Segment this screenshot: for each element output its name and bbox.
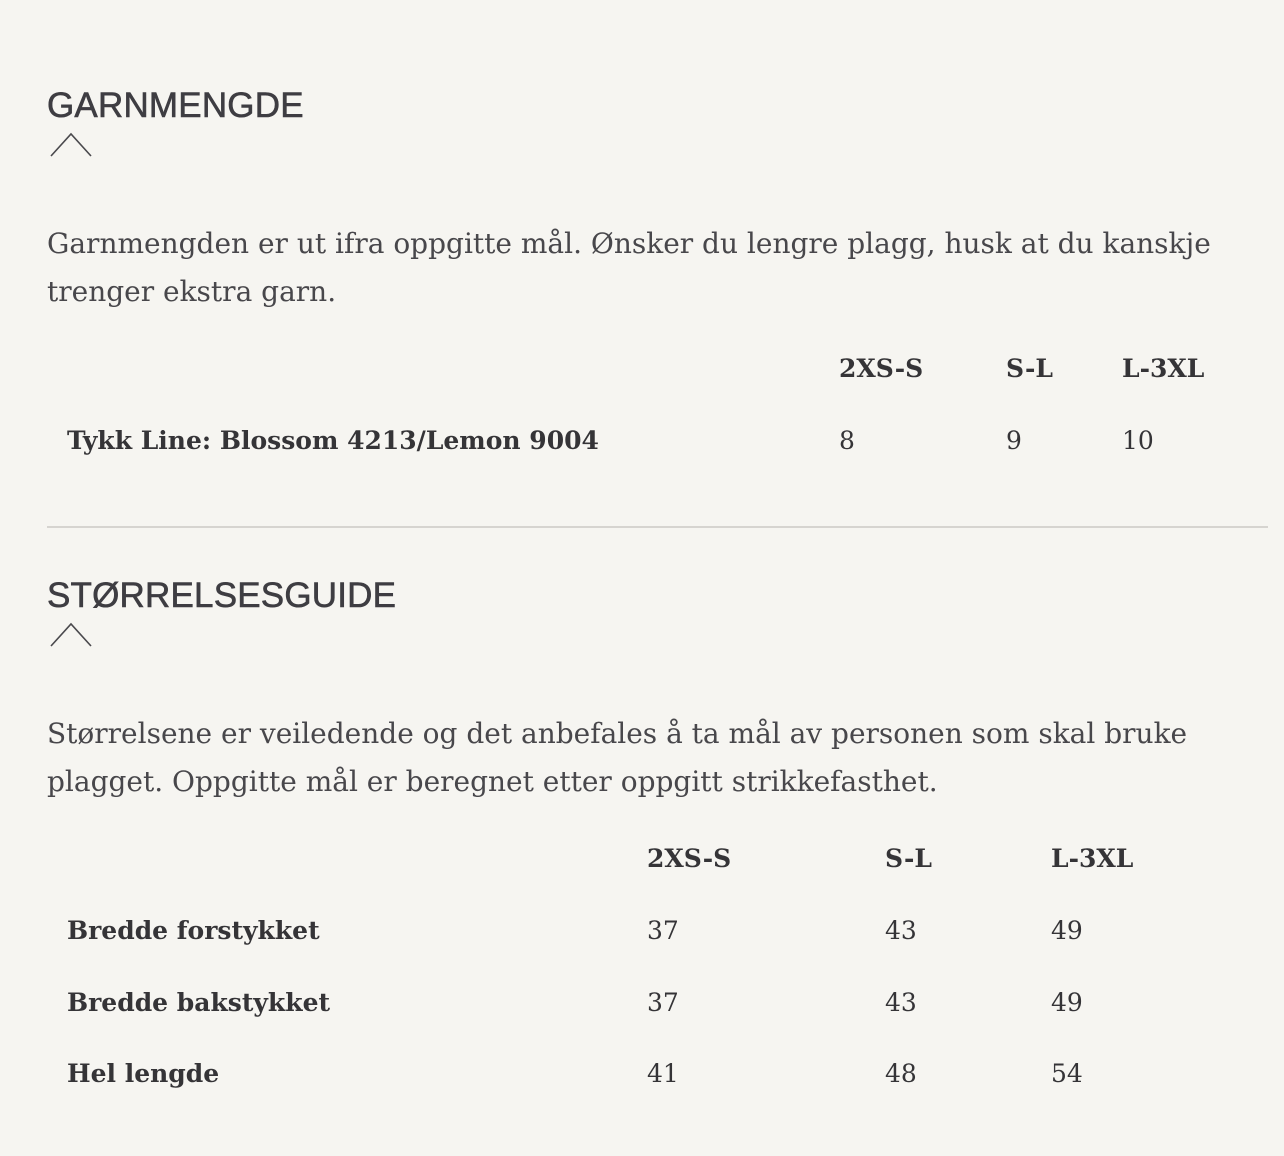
chevron-up-icon[interactable]	[49, 620, 93, 648]
row-label: Hel lengde	[67, 1059, 220, 1088]
chevron-up-icon[interactable]	[49, 130, 93, 158]
col-header-l-3xl: L-3XL	[1122, 354, 1205, 383]
cell-value: 37	[647, 916, 679, 945]
storrelsesguide-intro: Størrelsene er veiledende og det anbefales å ta mål av personen som skal bruke plagget. Oppgitte mål er beregnet etter oppgitt strikkefasthet.	[47, 717, 1188, 798]
col-header-2xs-s: 2XS-S	[839, 354, 924, 383]
cell-value: 9	[1006, 426, 1022, 455]
col-header-s-l: S-L	[885, 844, 932, 873]
cell-value: 54	[1051, 1059, 1083, 1088]
section-divider	[47, 526, 1268, 528]
garnmengde-title[interactable]: GARNMENGDE	[47, 86, 304, 125]
storrelsesguide-title[interactable]: STØRRELSESGUIDE	[47, 576, 397, 615]
cell-value: 49	[1051, 988, 1083, 1017]
garnmengde-section	[47, 86, 1268, 455]
storrelsesguide-section	[47, 576, 1268, 1088]
col-header-2xs-s: 2XS-S	[647, 844, 732, 873]
cell-value: 10	[1122, 426, 1154, 455]
cell-value: 41	[647, 1059, 679, 1088]
col-header-s-l: S-L	[1006, 354, 1053, 383]
col-header-l-3xl: L-3XL	[1051, 844, 1134, 873]
cell-value: 43	[885, 916, 917, 945]
garnmengde-intro: Garnmengden er ut ifra oppgitte mål. Ønsker du lengre plagg, husk at du kanskje trenger ekstra garn.	[47, 227, 1211, 308]
cell-value: 49	[1051, 916, 1083, 945]
cell-value: 37	[647, 988, 679, 1017]
row-label: Bredde forstykket	[67, 916, 320, 945]
row-label: Tykk Line: Blossom 4213/Lemon 9004	[67, 426, 599, 455]
cell-value: 43	[885, 988, 917, 1017]
cell-value: 48	[885, 1059, 917, 1088]
cell-value: 8	[839, 426, 855, 455]
row-label: Bredde bakstykket	[67, 988, 331, 1017]
